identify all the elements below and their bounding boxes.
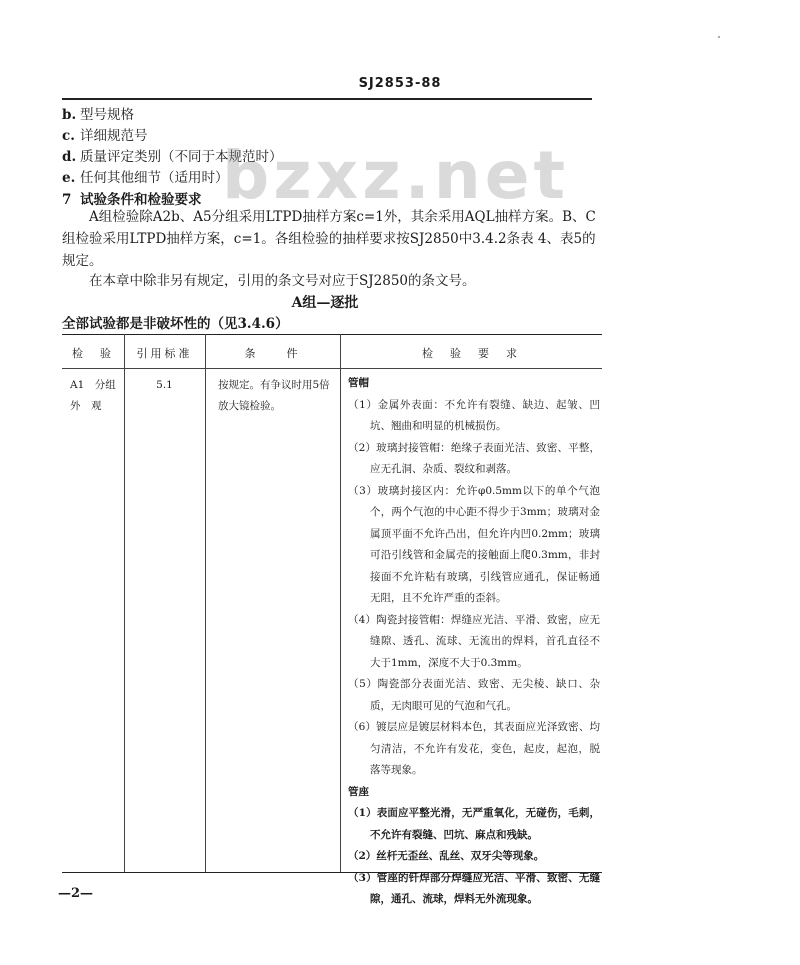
table-column-divider: [340, 334, 341, 872]
watermark: bzxz.net: [222, 137, 570, 214]
requirement-item: （2）玻璃封接管帽：绝缘子表面光洁、致密、平整，应无孔洞、杂质、裂纹和剥落。: [348, 441, 600, 475]
table-header-rule: [62, 368, 602, 369]
list-item-d: [62, 145, 283, 165]
section-title: 试验条件和检验要求: [80, 192, 202, 208]
standard-code-header: SJ2853-88: [358, 76, 442, 91]
table-column-divider: [124, 334, 125, 872]
requirement-item: （5）陶瓷部分表面光洁、致密、无尖棱、缺口、杂质，无肉眼可见的气泡和气孔。: [348, 678, 600, 712]
table-column-divider: [205, 334, 206, 872]
requirement-item: （4）陶瓷封接管帽：焊缝应光洁、平滑、致密，应无缝隙、透孔、流球、无流出的焊料，首孔直径不大于1mm，深度不大于0.3mm。: [348, 613, 600, 669]
list-text: 型号规格: [80, 107, 134, 123]
table-top-rule: [62, 334, 602, 335]
group-a-title: A组—逐批: [291, 295, 359, 311]
requirements-cell: [348, 373, 600, 911]
paragraph-sampling: A组检验除A2b、A5分组采用LTPD抽样方案c=1外，其余采用AQL抽样方案。B、C组检验采用LTPD抽样方案，c=1。各组检验的抽样要求按SJ2850中3.4.2条表 4、表5的规定。: [62, 209, 596, 269]
header-rule: [62, 98, 592, 100]
list-key: d.: [62, 149, 77, 165]
cell-inspection: [70, 375, 122, 417]
list-item-e: [62, 166, 229, 186]
header-condition: 条 件: [244, 347, 301, 360]
requirement-heading-cap: 管帽: [348, 377, 369, 389]
group-a-subtitle: 全部试验都是非破坏性的（见3.4.6）: [62, 316, 289, 332]
list-text: 任何其他细节（适用时）: [80, 170, 229, 186]
inspection-group: A1 分组: [70, 379, 116, 391]
header-standard: 引用标准: [136, 347, 193, 360]
requirement-item: （6）镀层应是镀层材料本色，其表面应光泽致密、均匀清洁，不允许有发花，变色，起皮，起泡，脱落等现象。: [348, 721, 600, 776]
requirement-heading-base: 管座: [348, 785, 369, 798]
requirement-item: （3）管座的钎焊部分焊缝应光洁、平滑、致密、无缝隙，通孔、流球，焊料无外流现象。: [348, 871, 600, 905]
list-key: c.: [62, 128, 75, 144]
list-item-c: [62, 124, 148, 144]
cell-condition: 按规定。有争议时用5倍放大镜检验。: [218, 379, 330, 412]
list-item-b: [62, 103, 134, 123]
requirement-item: （1）表面应平整光滑，无严重氧化，无碰伤，毛刺，不允许有裂缝、凹坑、麻点和残缺。: [348, 807, 600, 841]
cell-standard: 5.1: [156, 379, 173, 391]
list-key: b.: [62, 107, 77, 123]
page-number: —2—: [58, 886, 94, 901]
section-number: 7: [62, 192, 72, 208]
requirement-item: （2）丝杆无歪丝、乱丝、双牙尖等现象。: [348, 850, 545, 862]
header-requirement: 检 验 要 求: [422, 347, 520, 360]
scan-speck: [718, 36, 720, 38]
requirement-item: （1）金属外表面：不允许有裂缝、缺边、起皱、凹坑、翘曲和明显的机械损伤。: [348, 398, 600, 432]
section-heading: [62, 188, 202, 208]
list-text: 详细规范号: [80, 128, 148, 144]
paragraph-clause-reference: 在本章中除非另有规定，引用的条文号对应于SJ2850的条文号。: [89, 273, 476, 289]
requirement-item: （3）玻璃封接区内：允许φ0.5mm以下的单个气泡个，两个气泡的中心距不得少于3mm；玻璃对金属顶平面不允许凸出，但允许内凹0.2mm；玻璃可沿引线管和金属壳的接触面上爬0.3mm，非封接面不允许粘有玻璃，引线管应通孔，保证畅通无阻，且不允许严重的歪斜。: [348, 484, 600, 604]
list-key: e.: [62, 170, 76, 186]
header-inspection: 检 验: [72, 347, 114, 360]
inspection-name: 外 观: [70, 400, 102, 412]
list-text: 质量评定类别（不同于本规范时）: [80, 149, 283, 165]
